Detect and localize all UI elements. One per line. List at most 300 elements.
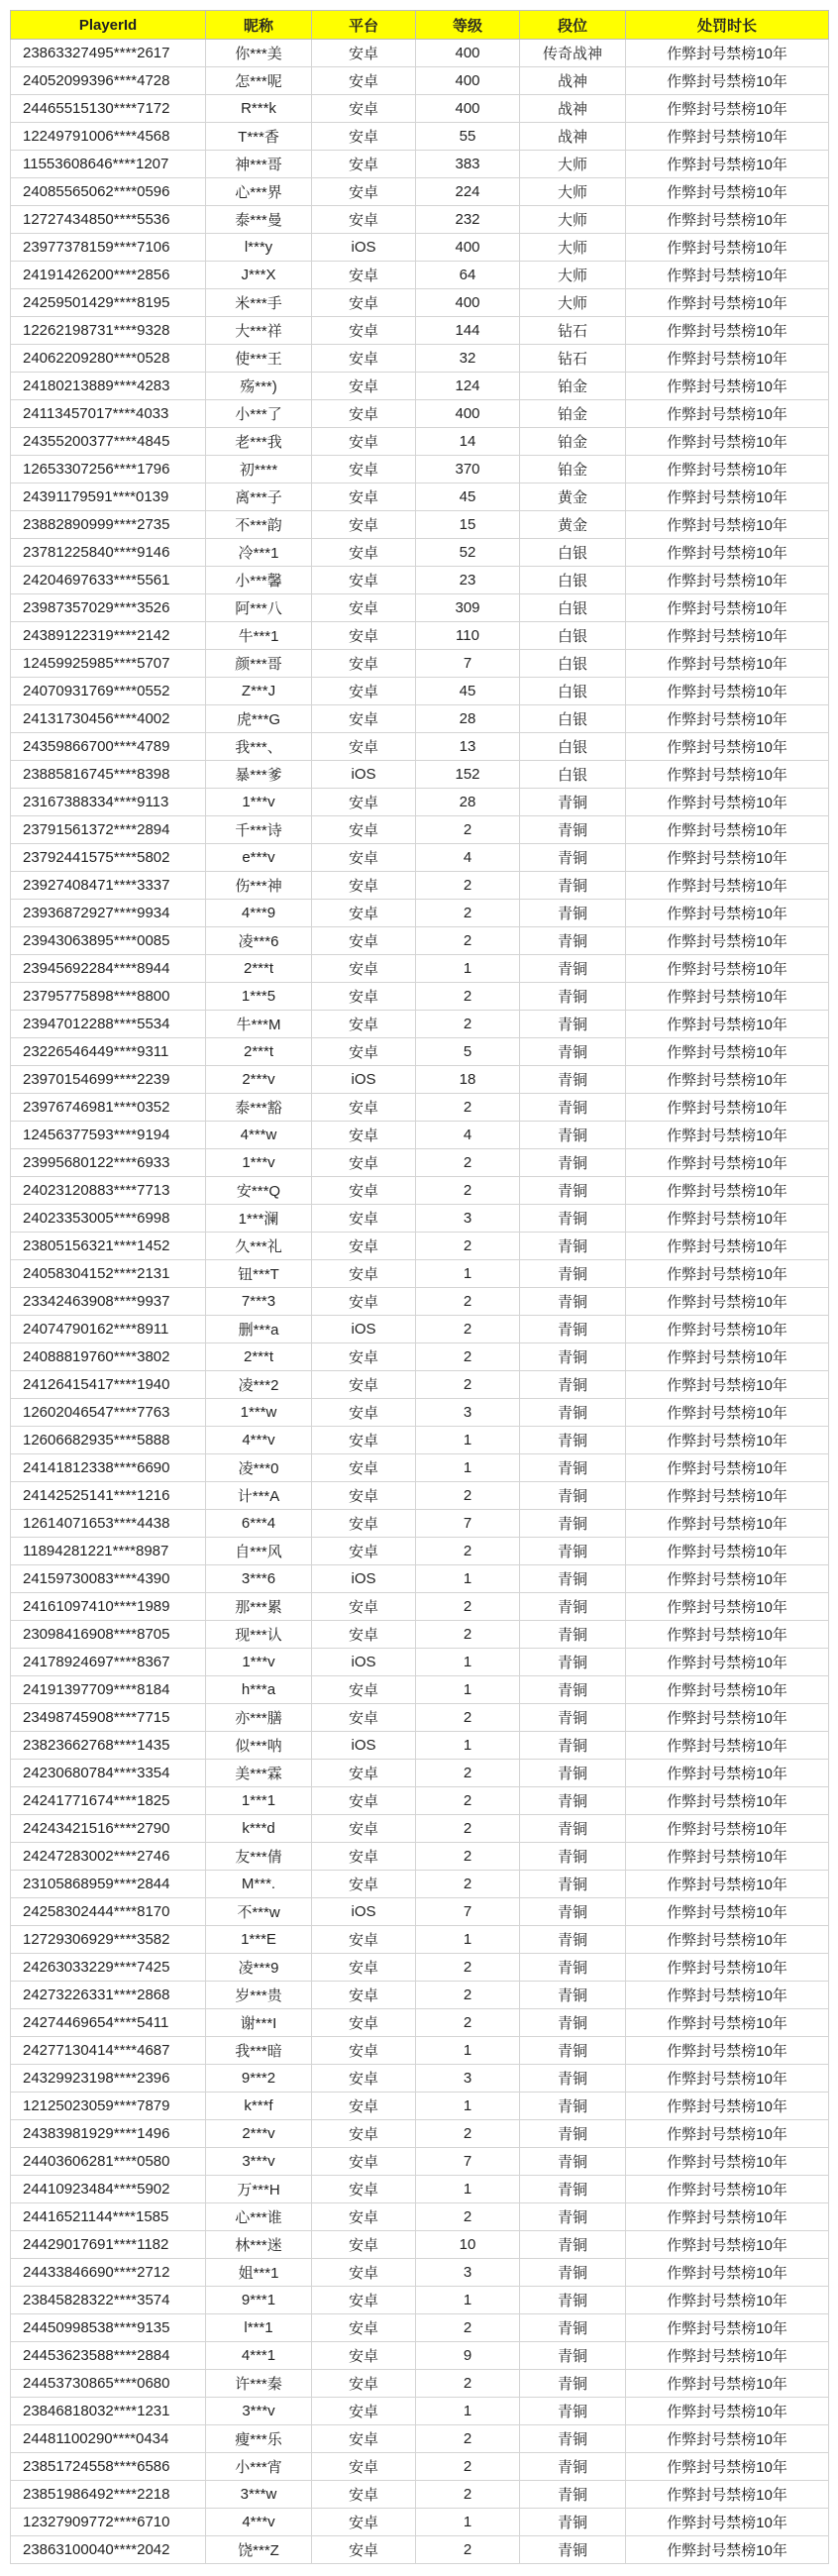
player-id-cell: 23342463908****9937 <box>11 1288 206 1316</box>
platform-cell: 安卓 <box>312 2509 416 2536</box>
table-row <box>11 2037 829 2065</box>
player-id-cell: 23885816745****8398 <box>11 761 206 789</box>
table-row <box>11 400 829 428</box>
table-row <box>11 1122 829 1149</box>
penalty-cell: 作弊封号禁榜10年 <box>626 1038 829 1066</box>
platform-cell: 安卓 <box>312 262 416 289</box>
player-id-cell: 24383981929****1496 <box>11 2120 206 2148</box>
nickname-cell: 4***9 <box>206 900 312 927</box>
penalty-cell: 作弊封号禁榜10年 <box>626 511 829 539</box>
rank-cell: 青铜 <box>520 1122 626 1149</box>
platform-cell: 安卓 <box>312 927 416 955</box>
penalty-cell: 作弊封号禁榜10年 <box>626 373 829 400</box>
nickname-cell: 大***祥 <box>206 317 312 345</box>
platform-cell: 安卓 <box>312 1260 416 1288</box>
level-cell: 2 <box>416 1982 520 2009</box>
level-cell: 1 <box>416 1260 520 1288</box>
penalty-cell: 作弊封号禁榜10年 <box>626 2453 829 2481</box>
nickname-cell: 小***了 <box>206 400 312 428</box>
level-cell: 1 <box>416 2398 520 2425</box>
player-id-cell: 23863100040****2042 <box>11 2536 206 2564</box>
platform-cell: iOS <box>312 1732 416 1760</box>
player-id-cell: 23791561372****2894 <box>11 816 206 844</box>
level-cell: 2 <box>416 1871 520 1898</box>
penalty-cell: 作弊封号禁榜10年 <box>626 1233 829 1260</box>
penalty-cell: 作弊封号禁榜10年 <box>626 289 829 317</box>
rank-cell: 青铜 <box>520 1954 626 1982</box>
player-id-cell: 12456377593****9194 <box>11 1122 206 1149</box>
penalty-cell: 作弊封号禁榜10年 <box>626 594 829 622</box>
table-row <box>11 1621 829 1649</box>
nickname-cell: 牛***M <box>206 1011 312 1038</box>
table-row <box>11 1482 829 1510</box>
player-id-cell: 23945692284****8944 <box>11 955 206 983</box>
platform-cell: 安卓 <box>312 816 416 844</box>
rank-cell: 青铜 <box>520 1926 626 1954</box>
table-row <box>11 1593 829 1621</box>
rank-cell: 白银 <box>520 622 626 650</box>
rank-cell: 铂金 <box>520 400 626 428</box>
level-cell: 13 <box>416 733 520 761</box>
rank-cell: 青铜 <box>520 2425 626 2453</box>
table-row <box>11 567 829 594</box>
penalty-cell: 作弊封号禁榜10年 <box>626 927 829 955</box>
rank-cell: 青铜 <box>520 1316 626 1343</box>
platform-cell: 安卓 <box>312 1399 416 1427</box>
level-cell: 2 <box>416 1482 520 1510</box>
table-row <box>11 705 829 733</box>
platform-cell: 安卓 <box>312 67 416 95</box>
platform-cell: 安卓 <box>312 2259 416 2287</box>
table-row <box>11 456 829 483</box>
table-row <box>11 289 829 317</box>
penalty-cell: 作弊封号禁榜10年 <box>626 2536 829 2564</box>
table-row <box>11 1233 829 1260</box>
platform-cell: 安卓 <box>312 789 416 816</box>
header-player-id: PlayerId <box>11 11 206 40</box>
table-row <box>11 1760 829 1787</box>
rank-cell: 青铜 <box>520 2037 626 2065</box>
table-row <box>11 2009 829 2037</box>
player-id-cell: 24277130414****4687 <box>11 2037 206 2065</box>
penalty-cell: 作弊封号禁榜10年 <box>626 678 829 705</box>
nickname-cell: 我***、 <box>206 733 312 761</box>
table-row <box>11 511 829 539</box>
nickname-cell: M***. <box>206 1871 312 1898</box>
player-id-cell: 24403606281****0580 <box>11 2148 206 2176</box>
rank-cell: 青铜 <box>520 872 626 900</box>
table-row <box>11 1427 829 1454</box>
table-row <box>11 955 829 983</box>
rank-cell: 青铜 <box>520 844 626 872</box>
platform-cell: 安卓 <box>312 2425 416 2453</box>
penalty-cell: 作弊封号禁榜10年 <box>626 1787 829 1815</box>
table-row <box>11 678 829 705</box>
table-row <box>11 2093 829 2120</box>
nickname-cell: 万***H <box>206 2176 312 2203</box>
nickname-cell: 1***1 <box>206 1787 312 1815</box>
table-row <box>11 1787 829 1815</box>
rank-cell: 青铜 <box>520 2203 626 2231</box>
rank-cell: 青铜 <box>520 2509 626 2536</box>
table-row <box>11 1676 829 1704</box>
player-id-cell: 23863327495****2617 <box>11 40 206 67</box>
penalty-cell: 作弊封号禁榜10年 <box>626 1371 829 1399</box>
player-id-cell: 23987357029****3526 <box>11 594 206 622</box>
nickname-cell: l***1 <box>206 2314 312 2342</box>
platform-cell: iOS <box>312 761 416 789</box>
penalty-cell: 作弊封号禁榜10年 <box>626 95 829 123</box>
nickname-cell: 友***倩 <box>206 1843 312 1871</box>
platform-cell: 安卓 <box>312 1954 416 1982</box>
platform-cell: 安卓 <box>312 622 416 650</box>
penalty-cell: 作弊封号禁榜10年 <box>626 1205 829 1233</box>
table-row <box>11 1510 829 1538</box>
level-cell: 2 <box>416 983 520 1011</box>
player-id-cell: 24141812338****6690 <box>11 1454 206 1482</box>
nickname-cell: 姐***1 <box>206 2259 312 2287</box>
rank-cell: 青铜 <box>520 1510 626 1538</box>
platform-cell: 安卓 <box>312 1926 416 1954</box>
player-id-cell: 24391179591****0139 <box>11 483 206 511</box>
penalty-cell: 作弊封号禁榜10年 <box>626 1343 829 1371</box>
level-cell: 2 <box>416 1787 520 1815</box>
table-row <box>11 2176 829 2203</box>
rank-cell: 青铜 <box>520 1787 626 1815</box>
nickname-cell: 神***哥 <box>206 151 312 178</box>
penalty-cell: 作弊封号禁榜10年 <box>626 234 829 262</box>
penalty-cell: 作弊封号禁榜10年 <box>626 2287 829 2314</box>
level-cell: 1 <box>416 1732 520 1760</box>
table-row <box>11 1343 829 1371</box>
nickname-cell: 2***t <box>206 1343 312 1371</box>
platform-cell: 安卓 <box>312 317 416 345</box>
nickname-cell: 凌***0 <box>206 1454 312 1482</box>
player-id-cell: 23823662768****1435 <box>11 1732 206 1760</box>
table-row <box>11 2120 829 2148</box>
platform-cell: 安卓 <box>312 678 416 705</box>
platform-cell: 安卓 <box>312 1122 416 1149</box>
level-cell: 2 <box>416 816 520 844</box>
level-cell: 7 <box>416 2148 520 2176</box>
rank-cell: 青铜 <box>520 2093 626 2120</box>
level-cell: 3 <box>416 1399 520 1427</box>
rank-cell: 青铜 <box>520 2009 626 2037</box>
player-id-cell: 24274469654****5411 <box>11 2009 206 2037</box>
penalty-cell: 作弊封号禁榜10年 <box>626 178 829 206</box>
table-row <box>11 1177 829 1205</box>
rank-cell: 青铜 <box>520 1038 626 1066</box>
player-id-cell: 24453730865****0680 <box>11 2370 206 2398</box>
player-id-cell: 23943063895****0085 <box>11 927 206 955</box>
level-cell: 1 <box>416 2176 520 2203</box>
player-id-cell: 24329923198****2396 <box>11 2065 206 2093</box>
rank-cell: 大师 <box>520 289 626 317</box>
penalty-cell: 作弊封号禁榜10年 <box>626 705 829 733</box>
platform-cell: iOS <box>312 1649 416 1676</box>
nickname-cell: 泰***曼 <box>206 206 312 234</box>
table-row <box>11 733 829 761</box>
level-cell: 400 <box>416 289 520 317</box>
player-id-cell: 12459925985****5707 <box>11 650 206 678</box>
level-cell: 45 <box>416 483 520 511</box>
rank-cell: 青铜 <box>520 1815 626 1843</box>
header-nickname: 昵称 <box>206 11 312 40</box>
table-row <box>11 2481 829 2509</box>
rank-cell: 青铜 <box>520 2065 626 2093</box>
penalty-cell: 作弊封号禁榜10年 <box>626 1316 829 1343</box>
table-row <box>11 1316 829 1343</box>
rank-cell: 青铜 <box>520 1843 626 1871</box>
platform-cell: 安卓 <box>312 2536 416 2564</box>
platform-cell: 安卓 <box>312 1233 416 1260</box>
platform-cell: 安卓 <box>312 2453 416 2481</box>
table-row <box>11 1094 829 1122</box>
level-cell: 2 <box>416 1371 520 1399</box>
penalty-cell: 作弊封号禁榜10年 <box>626 2481 829 2509</box>
player-id-cell: 24085565062****0596 <box>11 178 206 206</box>
level-cell: 7 <box>416 650 520 678</box>
penalty-cell: 作弊封号禁榜10年 <box>626 2037 829 2065</box>
table-row <box>11 1843 829 1871</box>
nickname-cell: 千***诗 <box>206 816 312 844</box>
penalty-cell: 作弊封号禁榜10年 <box>626 123 829 151</box>
player-id-cell: 24142525141****1216 <box>11 1482 206 1510</box>
rank-cell: 青铜 <box>520 2231 626 2259</box>
platform-cell: 安卓 <box>312 872 416 900</box>
header-penalty: 处罚时长 <box>626 11 829 40</box>
table-row <box>11 1399 829 1427</box>
nickname-cell: 亦***膳 <box>206 1704 312 1732</box>
platform-cell: 安卓 <box>312 400 416 428</box>
rank-cell: 青铜 <box>520 1704 626 1732</box>
rank-cell: 白银 <box>520 539 626 567</box>
rank-cell: 青铜 <box>520 1565 626 1593</box>
level-cell: 124 <box>416 373 520 400</box>
level-cell: 4 <box>416 1122 520 1149</box>
platform-cell: 安卓 <box>312 1510 416 1538</box>
rank-cell: 传奇战神 <box>520 40 626 67</box>
rank-cell: 青铜 <box>520 1399 626 1427</box>
level-cell: 1 <box>416 2093 520 2120</box>
rank-cell: 钻石 <box>520 317 626 345</box>
platform-cell: 安卓 <box>312 2037 416 2065</box>
nickname-cell: 凌***2 <box>206 1371 312 1399</box>
platform-cell: 安卓 <box>312 594 416 622</box>
nickname-cell: 4***w <box>206 1122 312 1149</box>
penalty-cell: 作弊封号禁榜10年 <box>626 1649 829 1676</box>
penalty-cell: 作弊封号禁榜10年 <box>626 1066 829 1094</box>
penalty-cell: 作弊封号禁榜10年 <box>626 567 829 594</box>
level-cell: 2 <box>416 2481 520 2509</box>
level-cell: 2 <box>416 1343 520 1371</box>
table-row <box>11 67 829 95</box>
rank-cell: 白银 <box>520 733 626 761</box>
penalty-cell: 作弊封号禁榜10年 <box>626 1954 829 1982</box>
table-row <box>11 2398 829 2425</box>
player-id-cell: 23927408471****3337 <box>11 872 206 900</box>
platform-cell: 安卓 <box>312 2065 416 2093</box>
nickname-cell: 小***宵 <box>206 2453 312 2481</box>
rank-cell: 青铜 <box>520 1760 626 1787</box>
level-cell: 7 <box>416 1510 520 1538</box>
table-row <box>11 1565 829 1593</box>
level-cell: 3 <box>416 2259 520 2287</box>
header-level: 等级 <box>416 11 520 40</box>
nickname-cell: 久***礼 <box>206 1233 312 1260</box>
rank-cell: 青铜 <box>520 955 626 983</box>
player-id-cell: 24241771674****1825 <box>11 1787 206 1815</box>
level-cell: 52 <box>416 539 520 567</box>
rank-cell: 战神 <box>520 95 626 123</box>
table-row <box>11 206 829 234</box>
level-cell: 45 <box>416 678 520 705</box>
nickname-cell: 米***手 <box>206 289 312 317</box>
platform-cell: 安卓 <box>312 1787 416 1815</box>
table-row <box>11 1815 829 1843</box>
penalty-cell: 作弊封号禁榜10年 <box>626 2509 829 2536</box>
table-row <box>11 927 829 955</box>
table-row <box>11 178 829 206</box>
level-cell: 110 <box>416 622 520 650</box>
table-row <box>11 650 829 678</box>
rank-cell: 黄金 <box>520 483 626 511</box>
player-id-cell: 24410923484****5902 <box>11 2176 206 2203</box>
table-row <box>11 1260 829 1288</box>
player-id-cell: 24273226331****2868 <box>11 1982 206 2009</box>
table-row <box>11 1704 829 1732</box>
level-cell: 2 <box>416 1760 520 1787</box>
nickname-cell: 小***馨 <box>206 567 312 594</box>
player-id-cell: 24230680784****3354 <box>11 1760 206 1787</box>
penalty-cell: 作弊封号禁榜10年 <box>626 1288 829 1316</box>
level-cell: 64 <box>416 262 520 289</box>
platform-cell: 安卓 <box>312 373 416 400</box>
level-cell: 2 <box>416 1843 520 1871</box>
header-platform: 平台 <box>312 11 416 40</box>
rank-cell: 青铜 <box>520 2287 626 2314</box>
player-id-cell: 24088819760****3802 <box>11 1343 206 1371</box>
player-id-cell: 23882890999****2735 <box>11 511 206 539</box>
rank-cell: 青铜 <box>520 1371 626 1399</box>
penalty-cell: 作弊封号禁榜10年 <box>626 1454 829 1482</box>
level-cell: 400 <box>416 400 520 428</box>
penalty-cell: 作弊封号禁榜10年 <box>626 483 829 511</box>
player-id-cell: 23498745908****7715 <box>11 1704 206 1732</box>
player-id-cell: 24191426200****2856 <box>11 262 206 289</box>
table-row <box>11 900 829 927</box>
player-id-cell: 24389122319****2142 <box>11 622 206 650</box>
table-row <box>11 2342 829 2370</box>
player-id-cell: 23846818032****1231 <box>11 2398 206 2425</box>
table-row <box>11 2509 829 2536</box>
level-cell: 2 <box>416 1538 520 1565</box>
rank-cell: 大师 <box>520 151 626 178</box>
nickname-cell: 3***w <box>206 2481 312 2509</box>
penalty-cell: 作弊封号禁榜10年 <box>626 2065 829 2093</box>
penalty-cell: 作弊封号禁榜10年 <box>626 2259 829 2287</box>
rank-cell: 青铜 <box>520 2342 626 2370</box>
platform-cell: 安卓 <box>312 511 416 539</box>
penalty-cell: 作弊封号禁榜10年 <box>626 2231 829 2259</box>
level-cell: 28 <box>416 705 520 733</box>
platform-cell: 安卓 <box>312 289 416 317</box>
player-id-cell: 24126415417****1940 <box>11 1371 206 1399</box>
level-cell: 400 <box>416 234 520 262</box>
rank-cell: 大师 <box>520 206 626 234</box>
platform-cell: 安卓 <box>312 955 416 983</box>
table-row <box>11 1898 829 1926</box>
nickname-cell: 阿***八 <box>206 594 312 622</box>
penalty-cell: 作弊封号禁榜10年 <box>626 317 829 345</box>
penalty-cell: 作弊封号禁榜10年 <box>626 1871 829 1898</box>
platform-cell: 安卓 <box>312 1482 416 1510</box>
level-cell: 7 <box>416 1898 520 1926</box>
penalty-cell: 作弊封号禁榜10年 <box>626 872 829 900</box>
nickname-cell: 殇***) <box>206 373 312 400</box>
player-id-cell: 12249791006****4568 <box>11 123 206 151</box>
nickname-cell: 1***w <box>206 1399 312 1427</box>
rank-cell: 青铜 <box>520 1288 626 1316</box>
nickname-cell: 安***Q <box>206 1177 312 1205</box>
platform-cell: 安卓 <box>312 1676 416 1704</box>
level-cell: 15 <box>416 511 520 539</box>
rank-cell: 青铜 <box>520 1676 626 1704</box>
penalty-cell: 作弊封号禁榜10年 <box>626 789 829 816</box>
level-cell: 10 <box>416 2231 520 2259</box>
penalty-cell: 作弊封号禁榜10年 <box>626 1538 829 1565</box>
player-id-cell: 24161097410****1989 <box>11 1593 206 1621</box>
nickname-cell: 1***v <box>206 1649 312 1676</box>
level-cell: 1 <box>416 955 520 983</box>
penalty-cell: 作弊封号禁榜10年 <box>626 955 829 983</box>
platform-cell: 安卓 <box>312 345 416 373</box>
level-cell: 2 <box>416 2536 520 2564</box>
platform-cell: 安卓 <box>312 1149 416 1177</box>
rank-cell: 青铜 <box>520 2314 626 2342</box>
platform-cell: 安卓 <box>312 2120 416 2148</box>
table-row <box>11 1871 829 1898</box>
platform-cell: 安卓 <box>312 2231 416 2259</box>
penalty-cell: 作弊封号禁榜10年 <box>626 2009 829 2037</box>
player-id-cell: 24070931769****0552 <box>11 678 206 705</box>
platform-cell: 安卓 <box>312 1760 416 1787</box>
platform-cell: 安卓 <box>312 95 416 123</box>
level-cell: 14 <box>416 428 520 456</box>
platform-cell: 安卓 <box>312 1011 416 1038</box>
platform-cell: 安卓 <box>312 983 416 1011</box>
player-id-cell: 23098416908****8705 <box>11 1621 206 1649</box>
penalty-cell: 作弊封号禁榜10年 <box>626 1732 829 1760</box>
nickname-cell: R***k <box>206 95 312 123</box>
platform-cell: 安卓 <box>312 1343 416 1371</box>
table-row <box>11 2314 829 2342</box>
level-cell: 2 <box>416 1593 520 1621</box>
penalty-cell: 作弊封号禁榜10年 <box>626 1565 829 1593</box>
penalty-cell: 作弊封号禁榜10年 <box>626 2398 829 2425</box>
platform-cell: 安卓 <box>312 1704 416 1732</box>
table-row <box>11 262 829 289</box>
player-id-cell: 24247283002****2746 <box>11 1843 206 1871</box>
table-row <box>11 1066 829 1094</box>
level-cell: 2 <box>416 1815 520 1843</box>
rank-cell: 青铜 <box>520 1177 626 1205</box>
level-cell: 2 <box>416 1011 520 1038</box>
nickname-cell: 许***秦 <box>206 2370 312 2398</box>
penalty-cell: 作弊封号禁榜10年 <box>626 428 829 456</box>
table-row <box>11 2148 829 2176</box>
table-row <box>11 1926 829 1954</box>
